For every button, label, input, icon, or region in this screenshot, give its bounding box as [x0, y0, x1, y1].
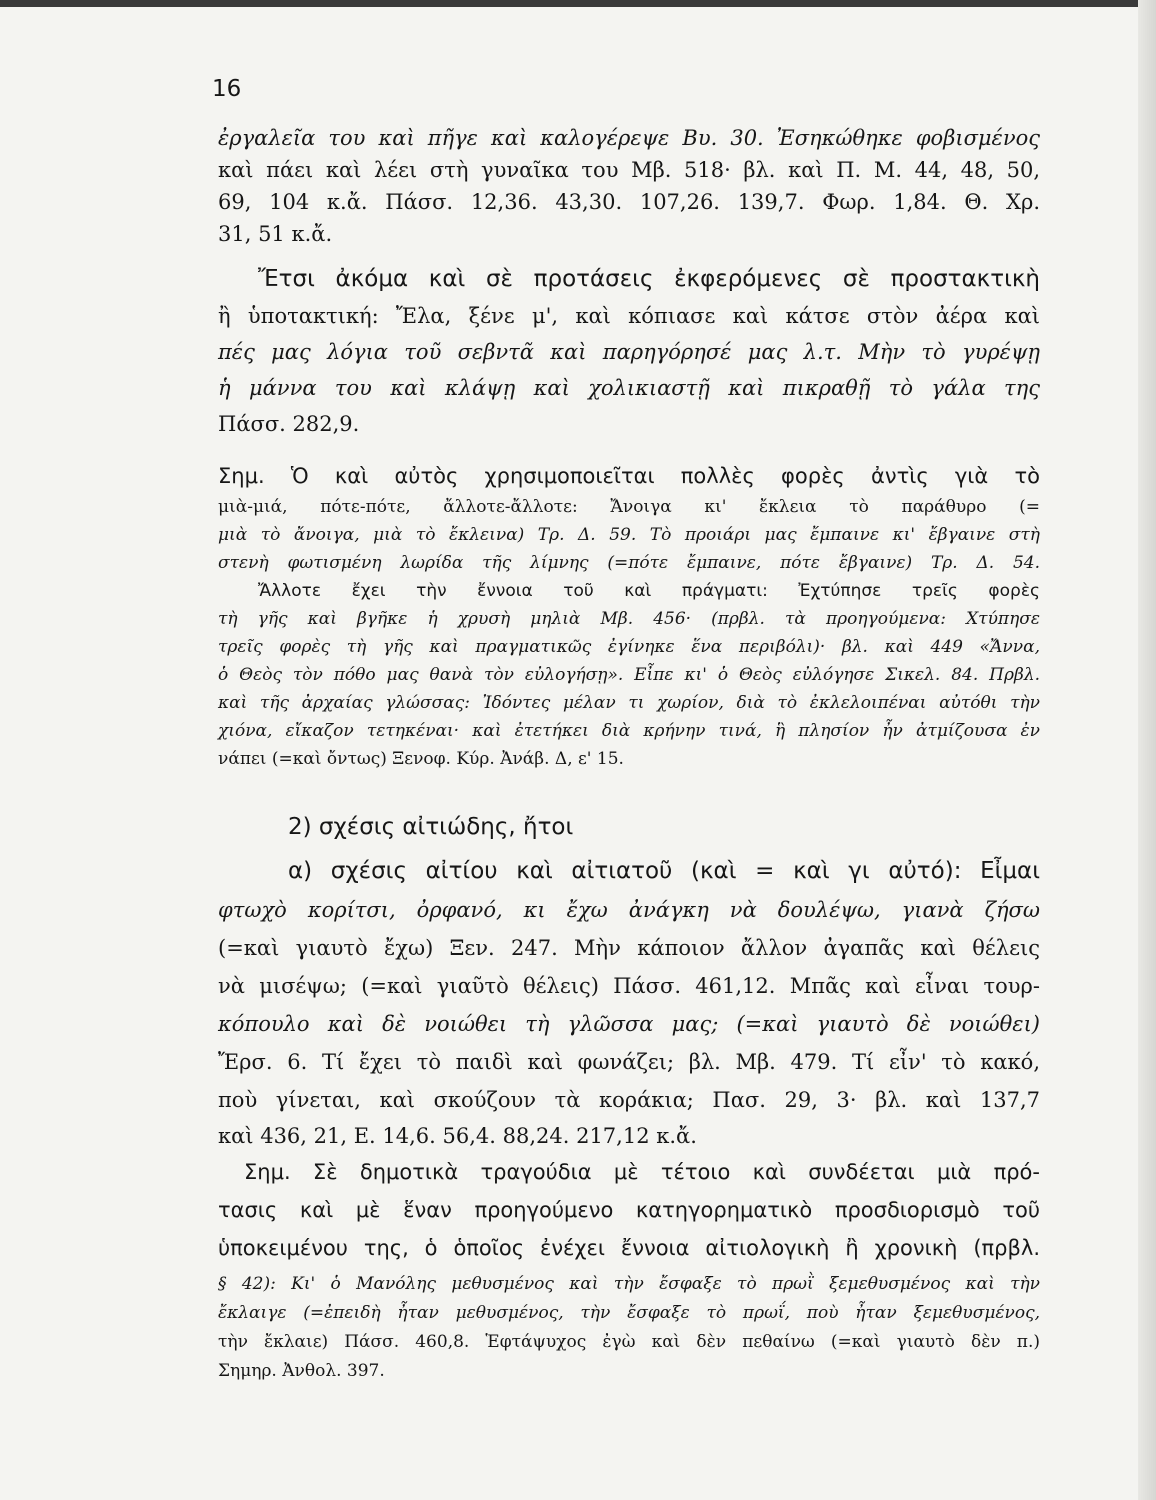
text-line: ἡ μάννα του καὶ κλάψῃ καὶ χολικιαστῇ καὶ πικραθῇ τὸ γάλα της [218, 376, 1040, 400]
text-line: 69, 104 κ.ἄ. Πάσσ. 12,36. 43,30. 107,26. 139,7. Φωρ. 1,84. Θ. Χρ. [218, 190, 1040, 214]
text-line: καὶ πάει καὶ λέει στὴ γυναῖκα του Μβ. 518· βλ. καὶ Π. Μ. 44, 48, 50, [218, 158, 1040, 182]
text-line: 31, 51 κ.ἄ. [218, 222, 333, 246]
text-line: νὰ μισέψω; (=καὶ γιαῦτὸ θέλεις) Πάσσ. 461,12. Μπᾶς καὶ εἶναι τουρ- [218, 974, 1040, 998]
note-line: τὴν ἔκλαιε) Πάσσ. 460,8. Ἑφτάψυχος ἐγὼ καὶ δὲν πεθαίνω (=καὶ γιαυτὸ δὲν π.) [218, 1332, 1040, 1352]
text-line: φτωχὸ κορίτσι, ὀρφανό, κι ἔχω ἀνάγκη νὰ δουλέψω, γιανὰ ζήσω [218, 898, 1040, 922]
subsection-line: α) σχέσις αἰτίου καὶ αἰτιατοῦ (καὶ = καὶ γι αὐτό): Εἶμαι [288, 858, 1040, 884]
note-line: Σημηρ. Ἀνθολ. 397. [218, 1361, 385, 1381]
note-line: μιὰ-μιά, πότε-πότε, ἄλλοτε-ἄλλοτε: Ἄνοιγα κι' ἔκλεια τὸ παράθυρο (= [218, 497, 1040, 517]
section-heading: 2) σχέσις αἰτιώδης, ἤτοι [288, 814, 574, 840]
note-line: τρεῖς φορὲς τὴ γῆς καὶ πραγματικῶς ἐγίνηκε ἕνα περιβόλι)· βλ. καὶ 449 «Ἄννα, [218, 637, 1040, 657]
text-line: καὶ 436, 21, Ε. 14,6. 56,4. 88,24. 217,12 κ.ἄ. [218, 1124, 697, 1148]
text-line: ἐργαλεῖα του καὶ πῆγε καὶ καλογέρεψε Βυ. 30. Ἐσηκώθηκε φοβισμένος [218, 126, 1040, 150]
text-line: ποὺ γίνεται, καὶ σκούζουν τὰ κοράκια; Πασ. 29, 3· βλ. καὶ 137,7 [218, 1088, 1040, 1112]
text-line: κόπουλο καὶ δὲ νοιώθει τὴ γλῶσσα μας; (=καὶ γιαυτὸ δὲ νοιώθει) [218, 1012, 1040, 1036]
page-number: 16 [212, 76, 242, 102]
note-line: ἔκλαιγε (=ἐπειδὴ ἦταν μεθυσμένος, τὴν ἔσφαξε τὸ πρωΐ, ποὺ ἦταν ξεμεθυσμένος, [218, 1303, 1040, 1323]
text-line: ἢ ὑποτακτική: Ἔλα, ξένε μ', καὶ κόπιασε καὶ κάτσε στὸν ἀέρα καὶ [218, 304, 1040, 328]
note-line: § 42): Κι' ὁ Μανόλης μεθυσμένος καὶ τὴν ἔσφαξε τὸ πρωῒ ξεμεθυσμένος καὶ τὴν [218, 1274, 1040, 1294]
note-line: ὑποκειμένου της, ὁ ὁποῖος ἐνέχει ἔννοια αἰτιολογικὴ ἢ χρονικὴ (πρβλ. [218, 1236, 1040, 1260]
note-line: ὁ Θεὸς τὸν πόθο μας θανὰ τὸν εὐλογήσῃ». Εἶπε κι' ὁ Θεὸς εὐλόγησε Σικελ. 84. Πρβλ. [218, 665, 1040, 685]
note-line: Ἄλλοτε ἔχει τὴν ἔννοια τοῦ καὶ πράγματι: Ἐχτύπησε τρεῖς φορὲς [258, 581, 1040, 601]
note-line: νάπει (=καὶ ὄντως) Ξενοφ. Κύρ. Ἀνάβ. Δ, ε' 15. [218, 749, 624, 769]
note-line: τὴ γῆς καὶ βγῆκε ἡ χρυσὴ μηλιὰ Μβ. 456· (πρβλ. τὰ προηγούμενα: Χτύπησε [218, 609, 1040, 629]
note-line: τασις καὶ μὲ ἕναν προηγούμενο κατηγορηματικὸ προσδιορισμὸ τοῦ [218, 1198, 1040, 1222]
text-line: Πάσσ. 282,9. [218, 412, 360, 436]
note-line: μιὰ τὸ ἄνοιγα, μιὰ τὸ ἔκλεινα) Τρ. Δ. 59. Τὸ προιάρι μας ἔμπαινε κι' ἔβγαινε στὴ [218, 525, 1040, 545]
note-line: χιόνα, εἴκαζον τετηκέναι· καὶ ἐτετήκει διὰ κρήνην τινά, ἣ πλησίον ἦν ἀτμίζουσα ἐν [218, 721, 1040, 741]
text-line: (=καὶ γιαυτὸ ἔχω) Ξεν. 247. Μὴν κάποιον ἄλλον ἀγαπᾶς καὶ θέλεις [218, 936, 1040, 960]
paragraph-start: Ἔτσι ἀκόμα καὶ σὲ προτάσεις ἐκφερόμενες σὲ προστακτικὴ [258, 266, 1040, 292]
text-line: Ἔρσ. 6. Τί ἔχει τὸ παιδὶ καὶ φωνάζει; βλ. Μβ. 479. Τί εἶν' τὸ κακό, [218, 1050, 1040, 1074]
note-heading-line: Σημ. Ὁ καὶ αὐτὸς χρησιμοποιεῖται πολλὲς φορὲς ἀντὶς γιὰ τὸ [218, 464, 1040, 488]
text-line: πές μας λόγια τοῦ σεβντᾶ καὶ παρηγόρησέ μας λ.τ. Μὴν τὸ γυρέψῃ [218, 340, 1040, 364]
note-line: καὶ τῆς ἀρχαίας γλώσσας: Ἰδόντες μέλαν τι χωρίον, διὰ τὸ ἐκλελοιπέναι αὐτόθι τὴν [218, 693, 1040, 713]
note-line: στενὴ φωτισμένη λωρίδα τῆς λίμνης (=πότε ἔμπαινε, πότε ἔβγαινε) Τρ. Δ. 54. [218, 553, 1040, 573]
note-heading-line: Σημ. Σὲ δημοτικὰ τραγούδια μὲ τέτοιο καὶ συνδέεται μιὰ πρό- [244, 1160, 1040, 1184]
